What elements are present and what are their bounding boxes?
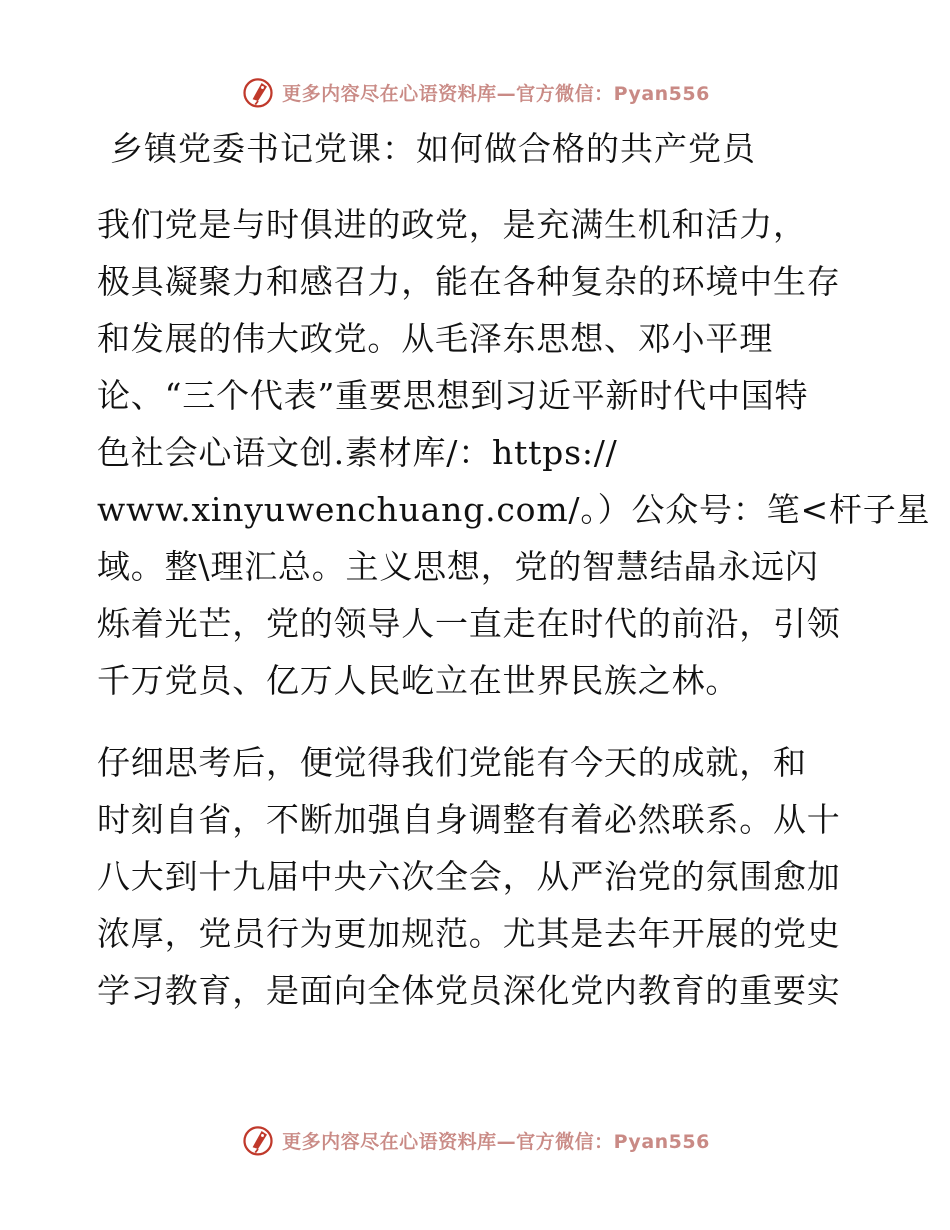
document-title: 乡镇党委书记党课：如何做合格的共产党员 [110, 129, 756, 168]
paragraph-line: 千万党员、亿万人民屹立在世界民族之林。 [97, 661, 740, 700]
paragraph-line: 浓厚，党员行为更加规范。尤其是去年开展的党史 [97, 914, 841, 953]
paragraph-line: www.xinyuwenchuang.com/。）公众号：笔<杆子星 [97, 490, 931, 529]
paragraph-line: 八大到十九届中央六次全会，从严治党的氛围愈加 [97, 857, 841, 896]
paragraph-line: 极具凝聚力和感召力，能在各种复杂的环境中生存 [97, 262, 841, 301]
paragraph-line: 烁着光芒，党的领导人一直走在时代的前沿，引领 [97, 604, 841, 643]
pen-nib-logo-icon [240, 74, 276, 110]
paragraph-line: 色社会心语文创.素材库/：https:// [97, 433, 618, 472]
paragraph-line: 时刻自省，不断加强自身调整有着必然联系。从十 [97, 800, 841, 839]
paragraph-1 [97, 196, 931, 709]
footer-banner-text: 更多内容尽在心语资料库—官方微信：Pyan556 [282, 1130, 710, 1153]
paragraph-line: 域。整\理汇总。主义思想，党的智慧结晶永远闪 [97, 547, 819, 586]
paragraph-line: 我们党是与时俱进的政党，是充满生机和活力， [97, 205, 807, 244]
paragraph-2 [97, 734, 857, 1019]
footer-banner [0, 1118, 950, 1162]
paragraph-line: 和发展的伟大政党。从毛泽东思想、邓小平理 [97, 319, 773, 358]
paragraph-line: 仔细思考后，便觉得我们党能有今天的成就，和 [97, 743, 807, 782]
paragraph-line: 论、“三个代表”重要思想到习近平新时代中国特 [97, 376, 809, 415]
pen-nib-logo-icon [240, 1122, 276, 1158]
paragraph-line: 学习教育，是面向全体党员深化党内教育的重要实 [97, 971, 841, 1010]
header-banner [0, 70, 950, 114]
header-banner-text: 更多内容尽在心语资料库—官方微信：Pyan556 [282, 82, 710, 105]
